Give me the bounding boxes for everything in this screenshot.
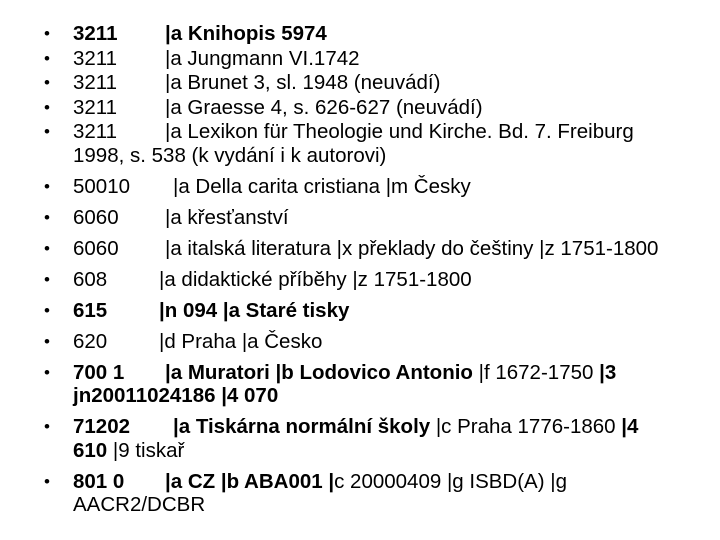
bullet-icon: •: [44, 24, 50, 43]
field-tag: 3211: [73, 120, 118, 143]
field-tag: 3211: [73, 22, 118, 45]
bullet-icon: •: [44, 362, 50, 382]
field-tag: 801 0: [73, 469, 125, 493]
field-tag: 3211: [73, 95, 118, 119]
bullet-icon: •: [44, 331, 50, 351]
field-value: |9 tiskař: [112, 438, 185, 462]
bullet-icon: •: [44, 97, 50, 117]
field-tag: 608: [73, 267, 108, 291]
field-value: |a Lexikon für Theologie und Kirche. Bd. 7. Freiburg 1998, s. 538 (k vydání i k autorovi): [73, 120, 634, 167]
list-item: [0, 470, 720, 517]
list-item: [0, 268, 720, 292]
field-value: |a Knihopis 5974: [165, 22, 327, 45]
bullet-icon: •: [44, 73, 50, 92]
list-item: [0, 47, 720, 71]
field-value: |c Praha 1776-1860: [435, 415, 622, 438]
list-item: [0, 71, 720, 95]
field-tag: 700 1: [73, 360, 125, 384]
field-value: |f 1672-1750: [478, 360, 600, 384]
field-value: |a Tiskárna normální školy: [173, 415, 436, 438]
field-value: |n 094 |a Staré tisky: [159, 298, 350, 322]
field-tag: 3211: [73, 71, 118, 94]
bullet-icon: •: [44, 176, 50, 196]
field-tag: 6060: [73, 236, 119, 260]
field-value: |a Muratori |b Lodovico Antonio: [165, 360, 479, 384]
field-value: |a didaktické příběhy |z 1751-1800: [159, 267, 472, 291]
field-value: |d Praha |a Česko: [159, 329, 323, 353]
field-value: |a Della carita cristiana |m Česky: [173, 174, 471, 198]
field-tag: 6060: [73, 205, 119, 229]
bullet-icon: •: [44, 300, 50, 320]
field-tag: 3211: [73, 46, 118, 70]
bullet-icon: •: [44, 207, 50, 227]
list-item: [0, 361, 720, 408]
list-item: [0, 175, 720, 199]
field-value: |4 610: [73, 415, 639, 462]
bullet-icon: •: [44, 238, 50, 258]
list-item: [0, 96, 720, 120]
bullet-icon: •: [44, 48, 50, 68]
field-value: |3 jn20011024186 |4 070: [73, 360, 617, 407]
bullet-icon: •: [44, 471, 50, 491]
bullet-icon: •: [44, 417, 50, 436]
field-value: |a Graesse 4, s. 626-627 (neuvádí): [165, 95, 483, 119]
list-item: [0, 237, 720, 261]
list-item: [0, 415, 720, 462]
field-tag: 50010: [73, 174, 131, 198]
field-tag: 615: [73, 298, 108, 322]
list-item: [0, 22, 720, 46]
bullet-icon: •: [44, 269, 50, 289]
bullet-icon: •: [44, 122, 50, 141]
list-item: [0, 299, 720, 323]
field-tag: 71202: [73, 415, 131, 438]
field-tag: 620: [73, 329, 108, 353]
list-item: [0, 120, 720, 167]
list-item: [0, 330, 720, 354]
field-value: |a Brunet 3, sl. 1948 (neuvádí): [165, 71, 441, 94]
marc-record-list: [0, 22, 720, 524]
field-value: |a CZ |b ABA001 |: [165, 469, 335, 493]
field-value: c 20000409 |g ISBD(A) |g AACR2/DCBR: [73, 469, 567, 516]
list-item: [0, 206, 720, 230]
field-value: |a křesťanství: [165, 205, 289, 229]
field-value: |a Jungmann VI.1742: [165, 46, 360, 70]
field-value: |a italská literatura |x překlady do češtiny |z 1751-1800: [165, 236, 659, 260]
